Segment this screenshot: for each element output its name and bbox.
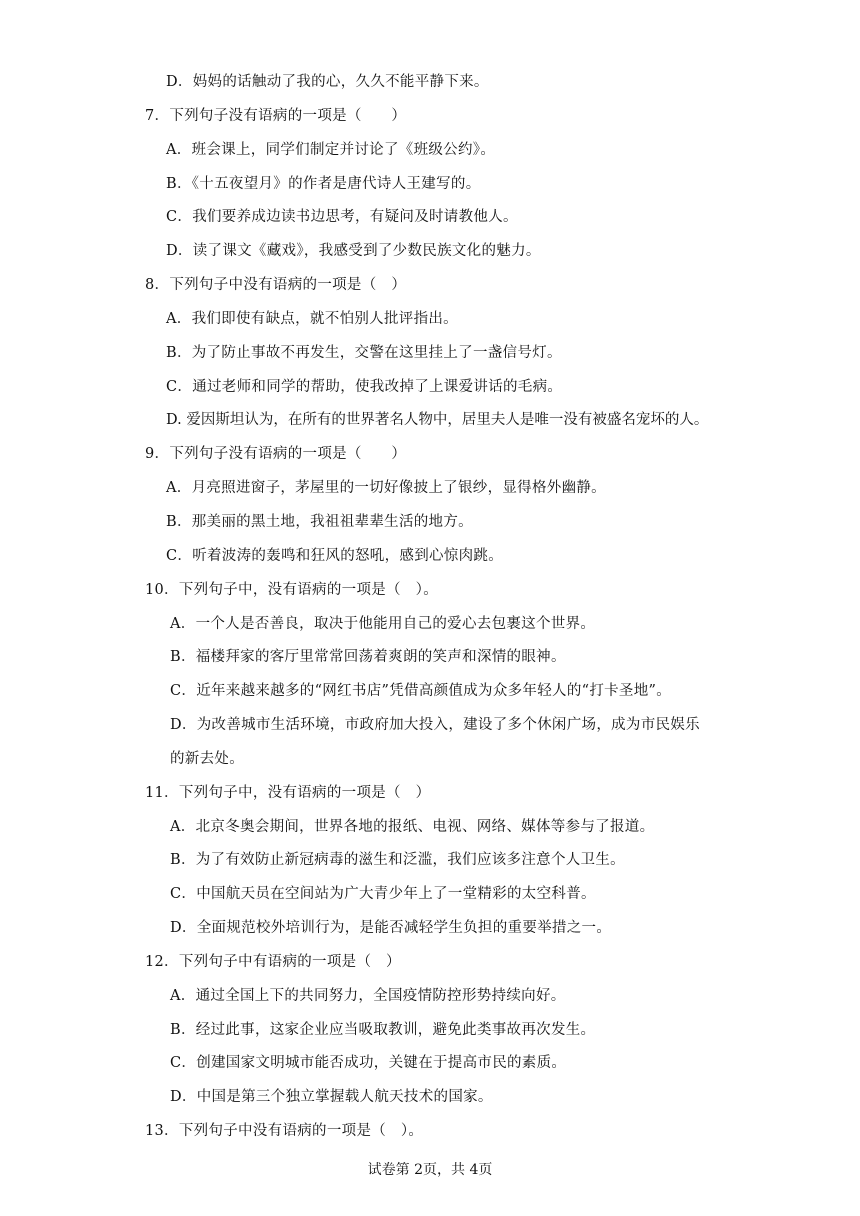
q12-option-c: C．创建国家文明城市能否成功，关键在于提高市民的素质。 (170, 1055, 567, 1071)
q10-option-a: A．一个人是否善良，取决于他能用自己的爱心去包裹这个世界。 (170, 616, 596, 632)
q8-option-d: D. 爱因斯坦认为，在所有的世界著名人物中，居里夫人是唯一没有被盛名宠坏的人。 (166, 412, 709, 428)
q9-option-b: B．那美丽的黑土地，我祖祖辈辈生活的地方。 (166, 514, 473, 530)
q8-option-b: B．为了防止事故不再发生，交警在这里挂上了一盏信号灯。 (166, 345, 562, 361)
question-9: 9．下列句子没有语病的一项是（ ） (145, 446, 407, 462)
q11-option-d: D．全面规范校外培训行为，是能否减轻学生负担的重要举措之一。 (170, 920, 612, 936)
q7-option-b: B．《十五夜望月》的作者是唐代诗人王建写的。 (166, 176, 481, 192)
question-10: 10．下列句子中，没有语病的一项是（ ）。 (145, 582, 438, 598)
q11-option-b: B．为了有效防止新冠病毒的滋生和泛滥，我们应该多注意个人卫生。 (170, 852, 625, 868)
q12-option-d: D．中国是第三个独立掌握载人航天技术的国家。 (170, 1089, 493, 1105)
q10-option-b: B．福楼拜家的客厅里常常回荡着爽朗的笑声和深情的眼神。 (170, 649, 566, 665)
q7-option-c: C．我们要养成边读书边思考，有疑问及时请教他人。 (166, 209, 518, 225)
q10-option-d: D．为改善城市生活环境，市政府加大投入，建设了多个休闲广场，成为市民娱乐 (170, 717, 700, 733)
q6-option-d: D．妈妈的话触动了我的心，久久不能平静下来。 (166, 74, 489, 90)
question-8: 8．下列句子中没有语病的一项是（ ） (145, 277, 407, 293)
q12-option-a: A．通过全国上下的共同努力，全国疫情防控形势持续向好。 (170, 988, 566, 1004)
q9-option-c: C．听着波涛的轰鸣和狂风的怒吼，感到心惊肉跳。 (166, 548, 503, 564)
question-12: 12．下列句子中有语病的一项是（ ） (145, 954, 401, 970)
q11-option-a: A．北京冬奥会期间，世界各地的报纸、电视、网络、媒体等参与了报道。 (170, 819, 655, 835)
q12-option-b: B．经过此事，这家企业应当吸取教训，避免此类事故再次发生。 (170, 1022, 596, 1038)
q7-option-a: A．班会课上，同学们制定并讨论了《班级公约》。 (166, 142, 496, 158)
q7-option-d: D．读了课文《藏戏》，我感受到了少数民族文化的魅力。 (166, 243, 541, 259)
q10-option-d-continued: 的新去处。 (170, 751, 244, 767)
q11-option-c: C．中国航天员在空间站为广大青少年上了一堂精彩的太空科普。 (170, 886, 596, 902)
q8-option-a: A．我们即使有缺点，就不怕别人批评指出。 (166, 311, 458, 327)
question-11: 11．下列句子中，没有语病的一项是（ ） (145, 785, 431, 801)
page-footer: 试卷第 2页，共 4页 (367, 1162, 493, 1178)
q8-option-c: C．通过老师和同学的帮助，使我改掉了上课爱讲话的毛病。 (166, 379, 563, 395)
q9-option-a: A．月亮照进窗子，茅屋里的一切好像披上了银纱，显得格外幽静。 (166, 480, 606, 496)
question-13: 13．下列句子中没有语病的一项是（ ）。 (145, 1123, 424, 1139)
question-7: 7．下列句子没有语病的一项是（ ） (145, 108, 407, 124)
q10-option-c: C．近年来越来越多的“网红书店”凭借高颜值成为众多年轻人的“打卡圣地”。 (170, 683, 672, 699)
